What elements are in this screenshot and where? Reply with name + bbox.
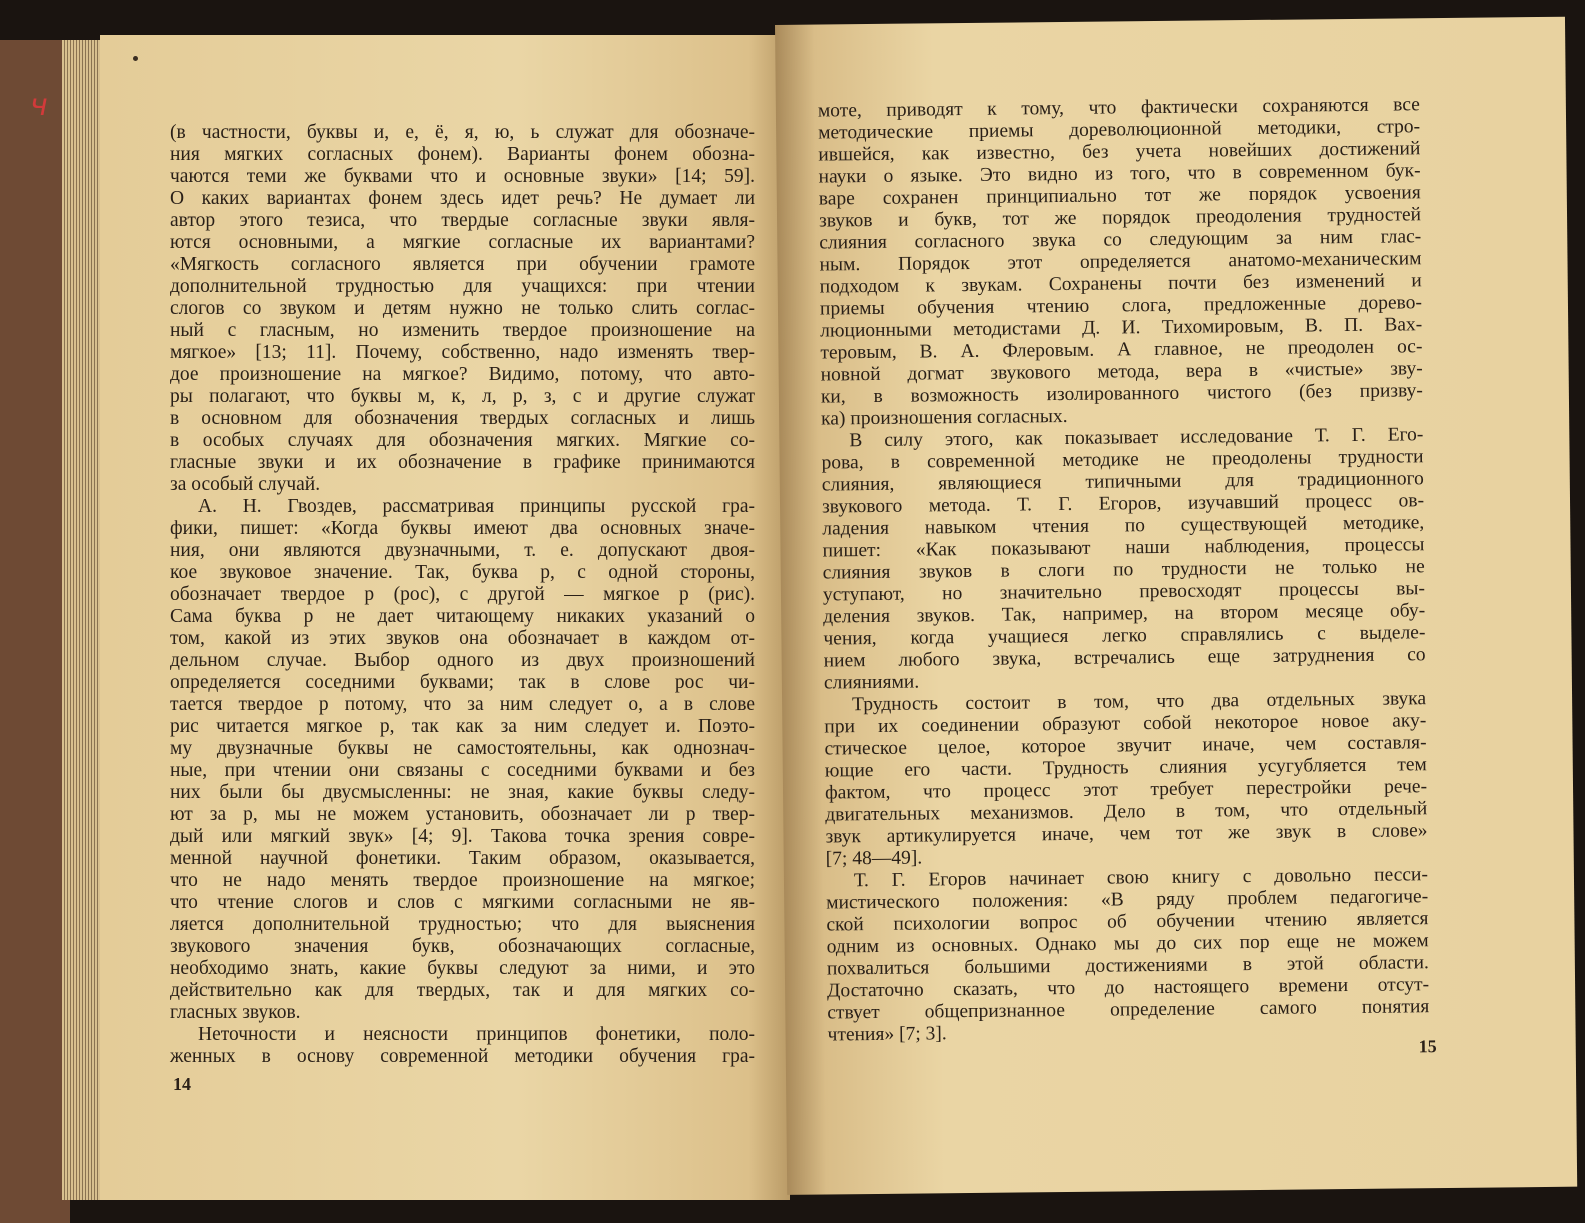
text-line: нием любого звука, встречались еще затруднения со — [823, 644, 1426, 672]
text-line: пишет: «Как показывают наши наблюдения, процессы — [822, 534, 1425, 562]
text-line: О каких вариантах фонем здесь идет речь? Не думает ли — [170, 188, 755, 209]
text-line: приемы обучения чтению слога, предложенные дорево- — [819, 292, 1423, 320]
text-line: том, какой из этих звуков она обозначает в каждом от- — [170, 628, 755, 649]
text-line: методические приемы дореволюционной методики, стро- — [818, 116, 1421, 144]
text-line: слияния, являющиеся типичными для традиционного — [821, 468, 1424, 496]
text-line: ившейся, как известно, без учета новейших достижений — [818, 138, 1421, 166]
text-line: определяется соседними буквами; так в слове рос чи- — [170, 672, 755, 693]
text-line: за особый случай. — [170, 474, 321, 495]
text-line: ния, они являются двузначными, т. е. допускают двоя- — [170, 540, 755, 561]
text-line: му двузначные буквы не самостоятельны, как однознач- — [170, 738, 755, 759]
text-line: слияния звуков в слоги по трудности не только не — [822, 556, 1425, 584]
text-line: Трудность состоит в том, что два отдельных звука — [852, 688, 1427, 716]
text-line: при их соединении образуют собой некоторое новое аку- — [824, 710, 1427, 738]
text-line: гласных звуков. — [170, 1002, 301, 1023]
text-line: варе сохранен принципиально тот же порядок усвоения — [818, 182, 1421, 210]
text-line: ным. Порядок этот определяется анатомо-механическим — [819, 248, 1422, 276]
text-line: люционными методистами Д. И. Тихомировым, В. П. Вах- — [820, 314, 1423, 342]
text-line: менной научной фонетики. Таким образом, оказывается, — [170, 848, 755, 869]
text-line: [7; 48—49]. — [825, 847, 923, 870]
text-line: дое произношение на мягкое? Видимо, потому, что авто- — [170, 364, 755, 385]
text-line: ются основными, а мягкие согласные их вариантами? — [170, 232, 755, 253]
left-page-text — [170, 122, 755, 1068]
text-line: Т. Г. Егоров начинает свою книгу с довольно песси- — [853, 864, 1429, 892]
text-line: новной догмат звукового метода, вера в «чистые» зву- — [820, 358, 1423, 386]
text-line: А. Н. Гвоздев, рассматривая принципы русской гра- — [198, 496, 755, 517]
text-line: ки, в возможность изолированного чистого (без призву- — [820, 380, 1423, 408]
text-line: слогов со звуком и детям нужно не только слить соглас- — [170, 298, 755, 319]
text-line: фики, пишет: «Когда буквы имеют два основных значе- — [170, 518, 755, 539]
text-line: гласные звуки и их обозначение в графике принимаются — [170, 452, 755, 473]
right-page — [775, 17, 1577, 1195]
text-line: науки о языке. Это видно из того, что в современном бук- — [818, 160, 1421, 188]
text-line: ры полагают, что буквы м, к, л, р, з, с и другие служат — [170, 386, 755, 407]
text-line: необходимо знать, какие буквы следуют за ними, и это — [170, 958, 755, 979]
text-line: мистического положения: «В ряду проблем педагогиче- — [826, 886, 1429, 914]
text-line: моте, приводят к тому, что фактически сохраняются все — [817, 94, 1420, 122]
text-line: ния мягких согласных фонем). Варианты фонем обозна- — [170, 144, 755, 165]
text-line: слияниями. — [823, 671, 920, 694]
text-line: рова, в современной методике не преодолены трудности — [821, 446, 1424, 474]
text-line: слияния согласного звука со следующим за ним глас- — [819, 226, 1422, 254]
text-line: звукового значения букв, обозначающих согласные, — [170, 936, 755, 957]
text-line: звукового метода. Т. Г. Егоров, изучавший процесс ов- — [821, 490, 1425, 518]
text-line: теровым, В. А. Флеровым. А главное, не преодолен ос- — [820, 336, 1423, 364]
text-line: похвалиться большими достижениями в этой области. — [826, 952, 1429, 980]
text-line: подходом к звукам. Сохранены почти без изменений и — [819, 270, 1422, 298]
text-line: чения, когда учащиеся легко справлялись с выделе- — [823, 622, 1426, 650]
handwritten-margin-mark: ч — [30, 88, 48, 123]
text-line: (в частности, буквы и, е, ё, я, ю, ь служат для обозначе- — [170, 122, 755, 143]
text-line: что чтение слогов и слов с мягкими согласными не яв- — [170, 892, 755, 913]
text-line: ный с гласным, но изменить твердое произношение на — [170, 320, 755, 341]
page-stack-edge — [62, 40, 104, 1200]
text-line: тается твердое р потому, что за ним следует о, а в слове — [170, 694, 755, 715]
text-line: двигательных механизмов. Дело в том, что отдельный — [825, 798, 1428, 826]
text-line: одним из основных. Однако мы до сих пор еще не можем — [826, 930, 1429, 958]
text-line: ют за р, мы не можем установить, обозначает ли р твер- — [170, 804, 755, 825]
text-line: автор этого тезиса, что твердые согласные звуки явля- — [170, 210, 755, 231]
text-line: них были бы двусмысленны: не зная, какие буквы следу- — [170, 782, 755, 803]
book-cover-edge — [0, 40, 70, 1223]
text-line: Неточности и неясности принципов фонетики, поло- — [198, 1024, 755, 1045]
text-line: ные, при чтении они связаны с соседними буквами и без — [170, 760, 755, 781]
print-speck — [133, 56, 138, 61]
text-line: что не надо менять твердое произношение на мягкое; — [170, 870, 755, 891]
text-line: звук артикулируется иначе, чем тот же звук в слове» — [825, 820, 1428, 848]
text-line: действительно как для твердых, так и для мягких со- — [170, 980, 755, 1001]
text-line: чтения» [7; 3]. — [827, 1023, 947, 1046]
text-line: женных в основу современной методики обучения гра- — [170, 1046, 755, 1067]
text-line: дополнительной трудностью для учащихся: при чтении — [170, 276, 755, 297]
text-line: мягкое» [13; 11]. Почему, собственно, надо изменять твер- — [170, 342, 755, 363]
text-line: рис читается мягкое р, так как за ним следует и. Поэто- — [170, 716, 755, 737]
text-line: деления звуков. Так, например, на втором месяце обу- — [823, 600, 1426, 628]
text-line: кое звуковое значение. Так, буква р, с одной стороны, — [170, 562, 755, 583]
text-line: ляется дополнительной трудностью; что для выяснения — [170, 914, 755, 935]
page-number-right: 15 — [1418, 1036, 1437, 1057]
text-line: дый или мягкий звук» [4; 9]. Такова точка зрения совре- — [170, 826, 755, 847]
text-line: Сама буква р не дает читающему никаких указаний о — [170, 606, 755, 627]
text-line: в основном для обозначения твердых согласных и лишь — [170, 408, 755, 429]
text-line: стическое целое, которое звучит иначе, чем составля- — [824, 732, 1427, 760]
text-line: ющие его части. Трудность слияния усугубляется тем — [824, 754, 1427, 782]
text-line: Достаточно сказать, что до настоящего времени отсут- — [827, 974, 1430, 1002]
text-line: ка) произношения согласных. — [821, 405, 1068, 430]
text-line: «Мягкость согласного является при обучении грамоте — [170, 254, 755, 275]
text-line: дельном случае. Выбор одного из двух произношений — [170, 650, 755, 671]
text-line: ладения навыком чтения по существующей методике, — [822, 512, 1425, 540]
text-line: фактом, что процесс этот требует перестройки рече- — [824, 776, 1428, 804]
text-line: В силу этого, как показывает исследование Т. Г. Его- — [849, 424, 1424, 452]
text-line: звуков и букв, тот же порядок преодоления трудностей — [818, 204, 1422, 232]
right-page-text — [818, 94, 1430, 1046]
text-line: чаются теми же буквами что и основные звуки» [14; 59]. — [170, 166, 755, 187]
text-line: обозначает твердое р (рос), с другой — мягкое р (рис). — [170, 584, 755, 605]
text-line: в особых случаях для обозначения мягких. Мягкие со- — [170, 430, 755, 451]
page-number-left: 14 — [173, 1074, 191, 1094]
text-line: ской психологии вопрос об обучении чтению является — [826, 908, 1429, 936]
text-line: ствует общепризнанное определение самого понятия — [827, 996, 1430, 1024]
text-line: уступают, но значительно превосходят процессы вы- — [822, 578, 1426, 606]
